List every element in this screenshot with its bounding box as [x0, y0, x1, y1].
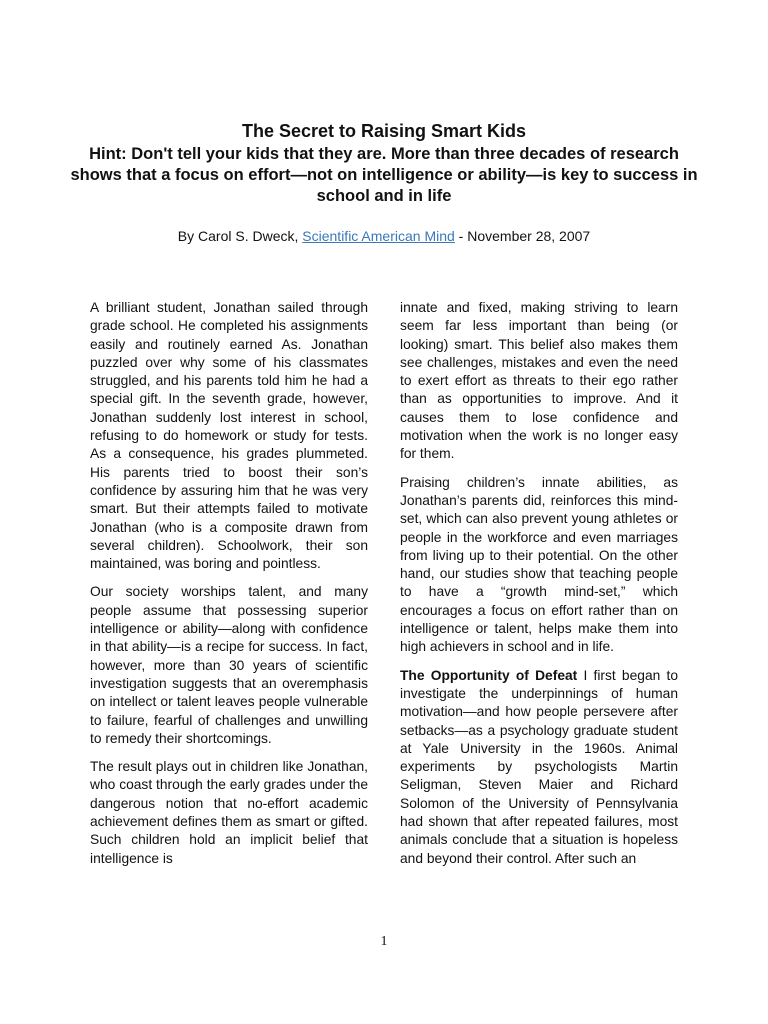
- paragraph: innate and fixed, making striving to learn seem far less important than being (or looking) smart. This belief also makes them see challenges, mistakes and even the need to exert effort as threats to their ego rather than as opportunities to improve. And it causes them to lose confidence and motivation when the work is no longer easy for them.: [400, 300, 678, 462]
- byline: [0, 227, 768, 245]
- article-title: The Secret to Raising Smart Kids: [241, 121, 527, 141]
- byline-author: By Carol S. Dweck,: [177, 228, 303, 244]
- section-text: I first began to investigate the underpinnings of human motivation—and how people persevere after setbacks—as a psychology graduate student at Yale University in the 1960s. Animal experiments by psychologists Martin Seligman, Steven Maier and Richard Solomon of the University of Pennsylvania had shown that after repeated failures, most animals conclude that a situation is hopeless and beyond their control. After such an: [400, 667, 678, 866]
- section-paragraph: [400, 667, 678, 868]
- page-number: 1: [380, 934, 388, 949]
- left-column: [90, 299, 368, 878]
- paragraph: The result plays out in children like Jonathan, who coast through the early grades under the dangerous notion that no-effort academic achievement defines them as smart or gifted. Such children hold an implicit belief that intelligence is: [90, 759, 368, 866]
- byline-date: - November 28, 2007: [454, 228, 591, 244]
- publication-link[interactable]: Scientific American Mind: [302, 228, 455, 244]
- right-column: [400, 299, 678, 878]
- paragraph: Our society worships talent, and many people assume that possessing superior intelligence or ability—along with confidence in that ability—is a recipe for success. In fact, however, more than 30 years of scientific investigation suggests that an overemphasis on intellect or talent leaves people vulnerable to failure, fearful of challenges and unwilling to remedy their shortcomings.: [90, 584, 368, 746]
- article-subtitle: Hint: Don't tell your kids that they are. More than three decades of research shows that a focus on effort—not on intelligence or ability—is key to success in school and in life: [70, 145, 698, 205]
- paragraph: A brilliant student, Jonathan sailed through grade school. He completed his assignments easily and routinely earned As. Jonathan puzzled over why some of his classmates struggled, and his parents told him he had a special gift. In the seventh grade, however, Jonathan suddenly lost interest in school, refusing to do homework or study for tests. As a consequence, his grades plummeted. His parents tried to boost their son’s confidence by assuring him that he was very smart. But their attempts failed to motivate Jonathan (who is a composite drawn from several children). Schoolwork, their son maintained, was boring and pointless.: [90, 300, 368, 572]
- section-heading: The Opportunity of Defeat: [400, 667, 578, 683]
- paragraph: Praising children’s innate abilities, as Jonathan’s parents did, reinforces this mind-set, which can also prevent young athletes or people in the workforce and even marriages from living up to their potential. On the other hand, our studies show that teaching people to have a “growth mind-set,” which encourages a focus on effort rather than on intelligence or talent, helps make them into high achievers in school and in life.: [400, 474, 678, 655]
